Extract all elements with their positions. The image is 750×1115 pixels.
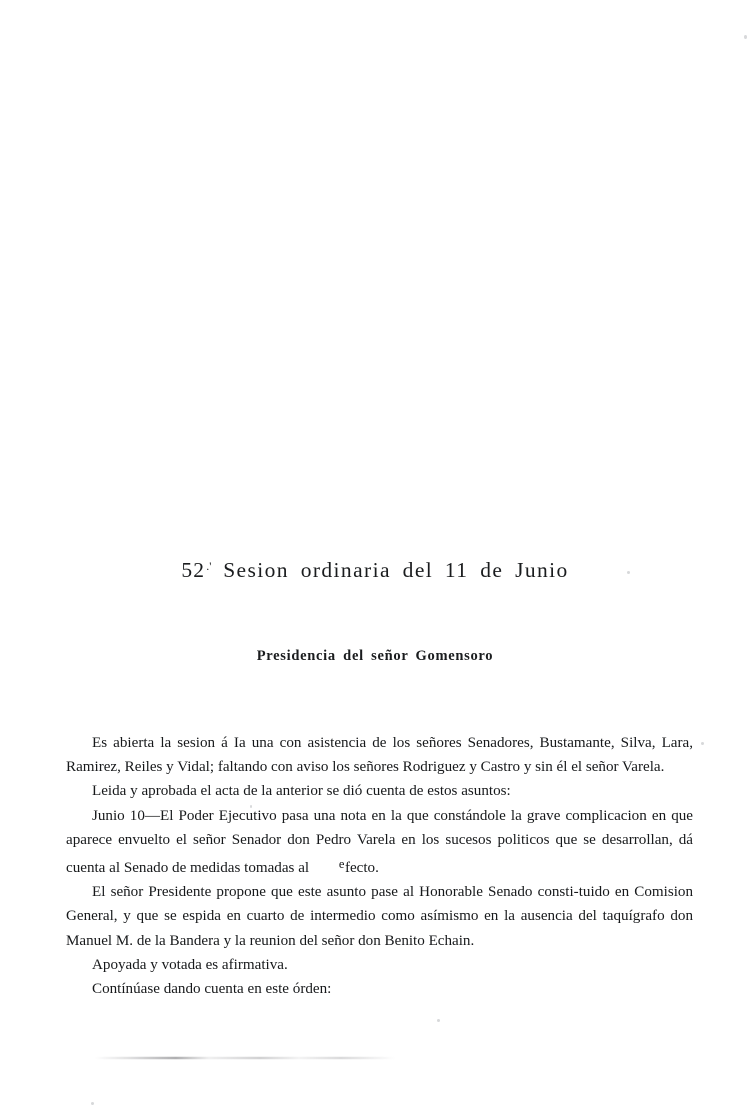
presidency-subtitle: Presidencia del señor Gomensoro (256, 648, 494, 664)
scan-speck (701, 742, 704, 745)
scan-speck (744, 35, 747, 39)
session-heading-text: Sesion ordinaria del 11 de Junio (223, 558, 569, 582)
paragraph-president-proposal: El señor Presidente propone que este asunto pase al Honorable Senado consti-tuido en Comision General, y que se espida en cuarto de intermedio como asímismo en la ausencia del taquígrafo don Manuel M. de la Bandera y la reunion del señor don Benito Echain. (66, 884, 693, 949)
paragraph-attendance: Es abierta la sesion á Ia una con asistencia de los señores Senadores, Bustamante, Silva, Lara, Ramirez, Reiles y Vidal; faltando con aviso los señores Rodriguez y Castro y sin él el señor Varela. (66, 735, 693, 776)
paragraph-vote-result: Apoyada y votada es afirmativa. (92, 956, 288, 973)
session-number: 52 (181, 558, 206, 582)
paragraph-minutes-approved: Leida y aprobada el acta de la anterior se dió cuenta de estos asuntos: (92, 783, 511, 800)
session-heading (0, 558, 750, 583)
executive-note-main: Junio 10—El Poder Ejecutivo pasa una nota en la que constándole la grave complicacion en que aparece envuelto el señor Senador don Pedro Varela en los sucesos politicos que se desarrollan, dá cuenta al Senado de medidas tomadas al (66, 807, 693, 877)
paragraph-executive-note (66, 804, 693, 881)
executive-note-tail: fecto. (344, 860, 379, 877)
scan-speck (91, 1102, 94, 1105)
session-ordinal-mark: .' (206, 559, 212, 573)
raised-letter-e: e (338, 857, 345, 872)
body-text (66, 731, 693, 1001)
scan-speck (437, 1019, 440, 1022)
paragraph-continue-order: Contínúase dando cuenta en este órden: (92, 981, 332, 998)
page-bleed-through (95, 1057, 395, 1059)
